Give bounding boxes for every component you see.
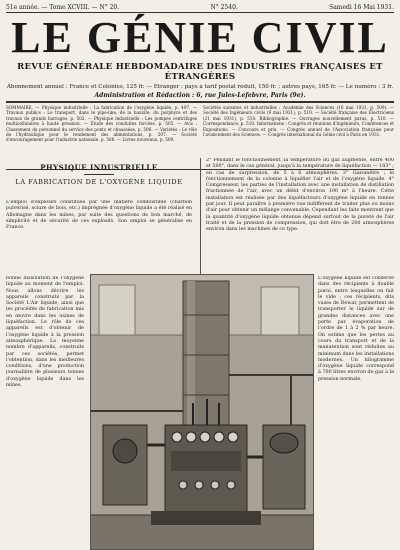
article-heading xyxy=(6,158,192,186)
summary-right: Sociétés savantes et industrielles : Académie des Sciences (16 mai 1931, p. 509). — Société des Ingénieurs civils (9 mai 1931), p. 510. — Société française des Électriciens (21 mai 1931), p. 510. Bibliographie. — Ouvrages nouvellement parus, p. 510. — Correspondance, p. 510. Informations : Congrès et réunions d'ingénieurs, Conférences et Expositions. — Concours et prix. — Congrès annuel de l'Association française pour l'avancement des Sciences. — Congrès international du Génie civil à Paris en 1931. xyxy=(203,105,394,138)
section-divider xyxy=(84,174,114,175)
issue-date: Samedi 16 Mai 1931. xyxy=(329,4,394,11)
section-title: PHYSIQUE INDUSTRIELLE xyxy=(40,163,158,172)
volume-info: 51e année. — Tome XCVIII. — N° 20. xyxy=(6,4,120,11)
article-intro: L'emploi d'explosifs constitués par une matière combustible (charbon pulvérisé, sciure de bois, etc.) imprégnée d'oxygène liquide a été réalisé en Allemagne dans les mines, par suite des questions de bon marché, de simplicité et de sécurité de ces explosifs. Son emploi se généralise en France. xyxy=(6,200,192,231)
article-right-column xyxy=(206,158,394,254)
masthead-subtitle: REVUE GÉNÉRALE HEBDOMADAIRE DES INDUSTRIES FRANÇAISES ET ÉTRANGÈRES xyxy=(17,62,383,82)
article-body xyxy=(6,158,394,548)
column-divider xyxy=(200,158,201,274)
article-left-narrow: bonne dissolution de l'oxygène liquide au moment de l'emploi. Nous allons décrire les appareils construits par la Société L'Air liquide, ainsi que les procédés de fabrication mis en œuvre dans les usines de liquéfaction. Le rôle de ces appareils est d'obtenir de l'oxygène liquide à la pression atmosphérique. La moyenne nombre d'appareils, construits par ces sociétés, permet l'obtention, dans les meilleures conditions, d'une production journalière de plusieurs tonnes d'oxygène liquide dans les mines. xyxy=(6,276,84,389)
issue-number: N° 2540. xyxy=(210,4,238,11)
newspaper-page xyxy=(6,4,394,548)
machine-photograph xyxy=(90,274,314,550)
subscription-line: Abonnement annuel : France et Colonies, 125 fr. — Étranger : pays à tarif postal réduit, 150 fr. ; autres pays, 165 fr. — Le numéro : 3 fr. xyxy=(6,84,394,90)
administration-line: Administration et Rédaction : 6, rue Jules-Lefebvre, Paris (9e). xyxy=(6,92,394,103)
liquefaction-apparatus-illustration xyxy=(91,275,313,549)
header-line xyxy=(6,4,394,13)
article-title: LA FABRICATION DE L'OXYGÈNE LIQUIDE xyxy=(15,178,183,186)
right-column-continued: Il peut paraître à première vue indifférent de traiter plus ou moins d'air pour obtenir un mélange convenable. Cependant les faits montrent que la quantité d'oxygène liquide obtenue dépend surtout de la pureté de l'air traité et de la pression de compression, qui doit être de 200 atmosphères environ dans les machines de ce type. xyxy=(206,202,394,233)
article-right-narrow: L'oxygène liquide est conservé dans des récipients à double paroi, entre lesquelles on fait le vide ; ces récipients, dits vases de Dewar, permettent de transporter le liquide sur de grandes distances avec une perte par évaporation de l'ordre de 1 à 2 % par heure. On estime que les pertes au cours du transport et de la manutention sont réduites au minimum dans les installations modernes. Un kilogramme d'oxygène liquide correspond à 700 litres environ de gaz à la pression normale. xyxy=(318,276,394,382)
right-column-text: 2° Pendant le fonctionnement, la température du gaz augmente, entre 400 et 500°, dans le cas général, jusqu'à la température de liquéfaction — 183° ; en cas de surpression, de 5 à 6 atmosphères. 3° Gazomètre ; le fonctionnement de la colonne à liquéfier l'air et de l'oxygène liquide. 4° Compresseur, les parties de l'installation avec une installation de distillation fractionnée de l'air, avec un débit d'environ 100 m³ à l'heure. Cette installation est réalisée par des liquéfacteurs d'oxygène liquide en tonnes par jour. xyxy=(206,158,394,208)
summary-left: SOMMAIRE. — Physique industrielle : La fabrication de l'oxygène liquide, p. 497. — Travaux publics : Le transport, dans le pipe-line, de la bauxite, du porphyre et des travaux de grands barrages, p. 502. — Physique industrielle : Les pompes centrifuges multicellulaires à haute pression. — Étude des conduites forcées, p. 505. — Avis : Classement du personnel du service des ponts et chaussées, p. 506. — Variétés : Le rôle de l'hydraulique pour le rendement des alimentations, p. 507. — Société d'encouragement pour l'industrie nationale, p. 508. — Livres nouveaux, p. 509. xyxy=(6,105,197,143)
masthead-title: LE GÉNIE CIVIL xyxy=(11,13,389,62)
